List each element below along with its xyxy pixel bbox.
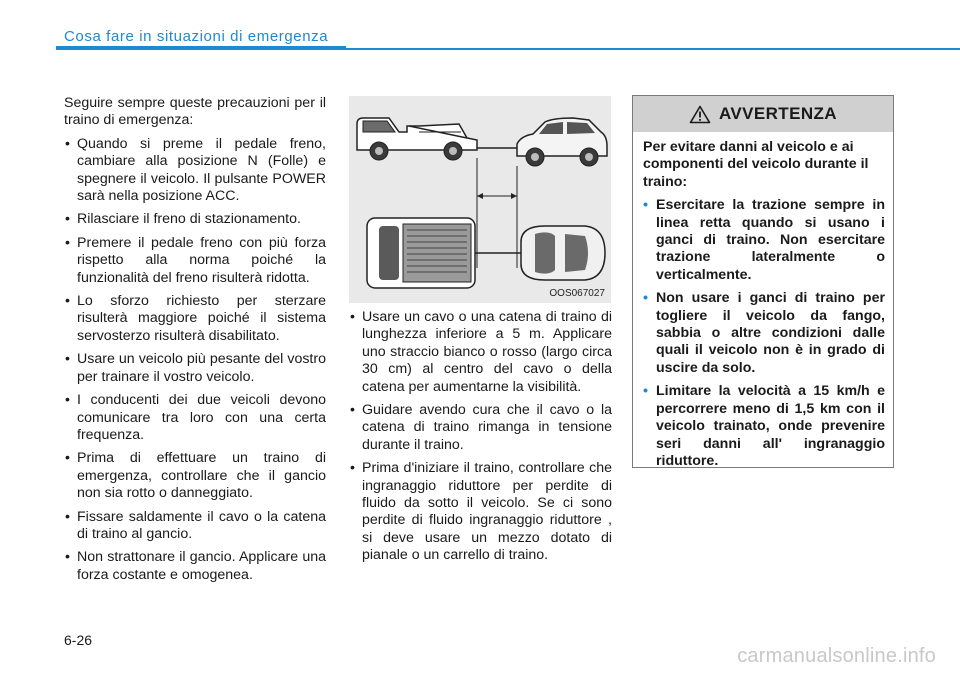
list-item: • Limitare la velocità a 15 km/h e percorrere meno di 1,5 km con il veicolo trainato, onde prevenire seri danni all' ingranaggio riduttore. xyxy=(643,383,885,470)
figure-code: OOS067027 xyxy=(549,288,605,299)
precautions-list xyxy=(64,136,326,584)
watermark: carmanualsonline.info xyxy=(737,645,936,667)
warning-header xyxy=(633,96,893,132)
list-item: • Prima di effettuare un traino di emergenza, controllare che il gancio non sia rotto o danneggiato. xyxy=(64,450,326,502)
list-item: • Non strattonare il gancio. Applicare una forza costante e omogenea. xyxy=(64,549,326,584)
warning-title: AVVERTENZA xyxy=(719,104,837,123)
list-item: • I conducenti dei due veicoli devono comunicare tra loro con una certa frequenza. xyxy=(64,392,326,444)
intro-text: Seguire sempre queste precauzioni per il traino di emergenza: xyxy=(64,95,326,129)
towing-illustration xyxy=(349,96,611,303)
list-item: • Usare un cavo o una catena di traino di lunghezza inferiore a 5 m. Applicare uno straccio bianco o rosso (largo circa 30 cm) al centro del cavo o della catena per aumentarne la visibilità. xyxy=(349,309,612,396)
towing-diagram-svg xyxy=(349,96,611,303)
towed-car-side-icon xyxy=(477,118,607,166)
list-item: • Rilasciare il freno di stazionamento. xyxy=(64,211,326,228)
list-item: • Quando si preme il pedale freno, cambiare alla posizione N (Folle) e spegnere il veicolo. Il pulsante POWER sarà nella posizione ACC. xyxy=(64,136,326,206)
warning-list xyxy=(643,197,885,470)
towed-car-top-icon xyxy=(489,226,605,280)
section-title: Cosa fare in situazioni di emergenza xyxy=(64,28,329,45)
list-item: • Lo sforzo richiesto per sterzare risulterà maggiore poiché il sistema servosterzo risulterà disabilitato. xyxy=(64,293,326,345)
list-item: • Premere il pedale freno con più forza rispetto alla norma poiché la funzionalità del freno risulterà ridotta. xyxy=(64,235,326,287)
tow-distance-indicator xyxy=(477,158,517,268)
header-accent-bar xyxy=(56,46,346,50)
list-item: • Guidare avendo cura che il cavo o la catena di traino rimanga in tensione durante il traino. xyxy=(349,402,612,454)
header-rule xyxy=(346,48,960,50)
tow-truck-top-icon xyxy=(367,218,489,288)
list-item: • Fissare saldamente il cavo o la catena di traino al gancio. xyxy=(64,509,326,544)
middle-column xyxy=(349,309,612,571)
towing-instructions-list xyxy=(349,309,612,565)
page-number: 6-26 xyxy=(64,632,93,648)
warning-body xyxy=(633,132,893,470)
list-item: • Usare un veicolo più pesante del vostro per trainare il vostro veicolo. xyxy=(64,351,326,386)
list-item: • Esercitare la trazione sempre in linea retta quando si usano i ganci di traino. Non esercitare trazione lateralmente o verticalmente. xyxy=(643,197,885,284)
warning-triangle-icon xyxy=(689,105,711,124)
list-item: • Prima d'iniziare il traino, controllare che ingranaggio riduttore per perdite di fluido da sotto il veicolo. Se ci sono perdite di fluido ingranaggio riduttore , si deve usare un mezzo dotato di pianale o un carrello di traino. xyxy=(349,460,612,564)
list-item: • Non usare i ganci di traino per togliere il veicolo da fango, sabbia o altre condizioni dalle quali il veicolo non è in grado di uscire da solo. xyxy=(643,290,885,377)
tow-truck-side-icon xyxy=(357,118,477,160)
warning-intro: Per evitare danni al veicolo e ai componenti del veicolo durante il traino: xyxy=(643,139,869,190)
left-column xyxy=(64,95,326,590)
warning-box xyxy=(632,95,894,468)
